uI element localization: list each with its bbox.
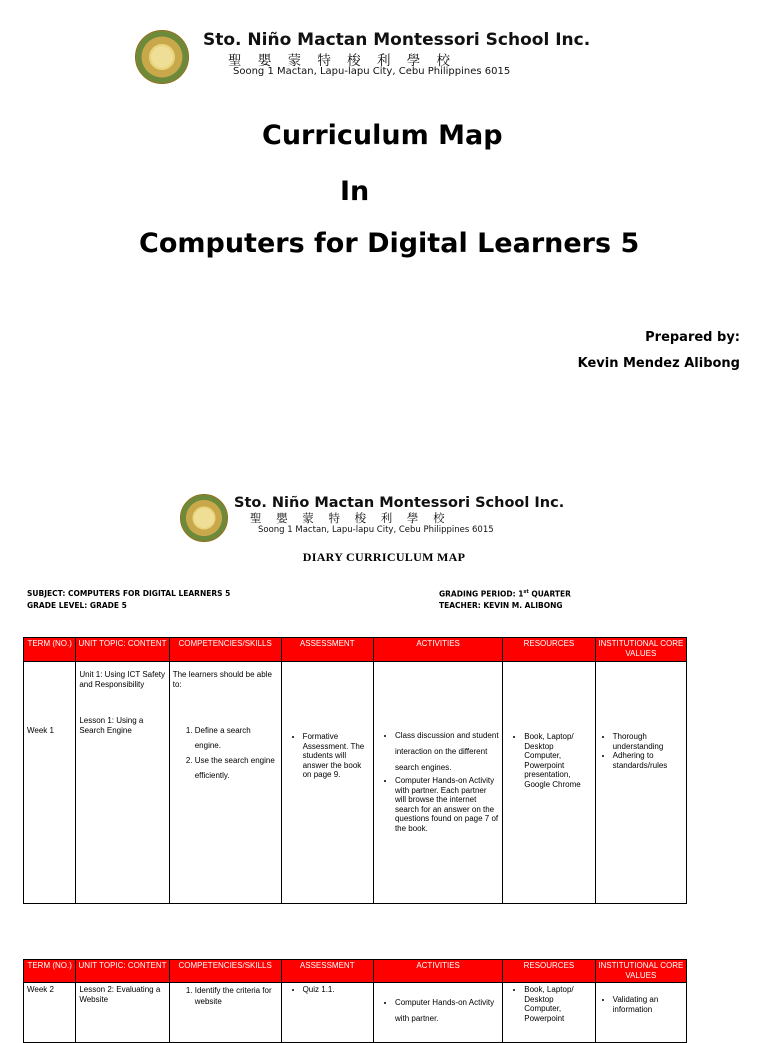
competency-item: 2. Use the search engine efficiently. (195, 753, 278, 783)
competency-intro: The learners should be able to: (172, 670, 272, 689)
resource-item: • Book, Laptop/ Desktop Computer, Powerpoint (524, 985, 591, 1023)
header-activities: ACTIVITIES (373, 960, 502, 983)
table-row (24, 983, 687, 1043)
lesson-1-title: Lesson 1: Using a Search Engine (79, 716, 144, 735)
competency-item: 1. Define a search engine. (195, 723, 278, 753)
cell-core-values (595, 662, 686, 904)
unit-title: Unit 1: Using ICT Safety and Responsibility (79, 670, 165, 689)
school-name: Sto. Niño Mactan Montessori School Inc. (203, 30, 591, 50)
header-competencies: COMPETENCIES/SKILLS (169, 638, 281, 662)
resource-item: • Book, Laptop/ Desktop Computer, Powerpoint presentation, Google Chrome (524, 732, 591, 789)
school-chinese-name-2: 聖 嬰 蒙 特 梭 利 學 校 (250, 511, 451, 525)
school-chinese-name: 聖 嬰 蒙 特 梭 利 學 校 (228, 53, 457, 69)
table-row (24, 662, 687, 904)
activity-item: • Computer Hands-on Activity with partner. (395, 995, 499, 1027)
header-resources: RESOURCES (503, 960, 595, 983)
header-assessment: ASSESSMENT (281, 638, 373, 662)
header-term: TERM (NO.) (24, 638, 76, 662)
cell-assessment (281, 662, 373, 904)
core-value-item: • Thorough understanding (613, 732, 683, 751)
school-seal-icon-2 (180, 494, 228, 542)
core-value-item: • Validating an information (613, 995, 683, 1014)
school-address-2: Soong 1 Mactan, Lapu-lapu City, Cebu Philippines 6015 (258, 525, 494, 535)
cell-resources (503, 662, 595, 904)
school-name-2: Sto. Niño Mactan Montessori School Inc. (234, 495, 565, 511)
school-seal-icon (135, 30, 189, 84)
cell-competencies (169, 662, 281, 904)
grade-level-label: GRADE LEVEL: GRADE 5 (27, 601, 127, 610)
cell-term (24, 983, 76, 1043)
header-resources: RESOURCES (503, 638, 595, 662)
activity-item: • Computer Hands-on Activity with partner. Each partner will browse the internet search for an answer on the questions found on page 7 of the book. (395, 776, 499, 833)
cover-title-line1: Curriculum Map (262, 120, 503, 151)
cell-competencies (169, 983, 281, 1043)
school-address: Soong 1 Mactan, Lapu-lapu City, Cebu Philippines 6015 (233, 66, 511, 77)
cell-activities (373, 983, 502, 1043)
teacher-label: TEACHER: KEVIN M. ALIBONG (439, 601, 563, 610)
header-term: TERM (NO.) (24, 960, 76, 983)
header-activities: ACTIVITIES (373, 638, 502, 662)
term-week-2: Week 2 (27, 985, 54, 994)
cell-activities (373, 662, 502, 904)
grading-period-label: GRADING PERIOD: 1st QUARTER (439, 589, 571, 599)
lesson-2-title: Lesson 2: Evaluating a Website (79, 985, 161, 1004)
header-unit-topic: UNIT TOPIC: CONTENT (76, 960, 169, 983)
curriculum-table-1 (23, 637, 687, 904)
table-header-row (24, 638, 687, 662)
cell-unit (76, 983, 169, 1043)
cell-unit (76, 662, 169, 904)
cell-resources (503, 983, 595, 1043)
prepared-by-name: Kevin Mendez Alibong (577, 356, 740, 371)
diary-title: DIARY CURRICULUM MAP (302, 550, 466, 564)
competency-item: 1. Identify the criteria for website (195, 985, 278, 1007)
header-core-values: INSTITUTIONAL CORE VALUES (595, 960, 686, 983)
assessment-item: • Formative Assessment. The students will answer the book on page 9. (303, 732, 370, 780)
subject-label: SUBJECT: COMPUTERS FOR DIGITAL LEARNERS 5 (27, 589, 231, 598)
cover-title-line3: Computers for Digital Learners 5 (139, 228, 640, 259)
cover-title-line2: In (340, 176, 370, 207)
cell-term (24, 662, 76, 904)
core-value-item: • Adhering to standards/rules (613, 751, 683, 770)
cell-assessment (281, 983, 373, 1043)
header-competencies: COMPETENCIES/SKILLS (169, 960, 281, 983)
table-header-row-2 (24, 960, 687, 983)
header-unit-topic: UNIT TOPIC: CONTENT (76, 638, 169, 662)
term-week-1: Week 1 (27, 726, 54, 735)
curriculum-table-2 (23, 959, 687, 1043)
activity-item: • Class discussion and student interaction on the different search engines. (395, 728, 499, 776)
cell-core-values (595, 983, 686, 1043)
assessment-item: • Quiz 1.1. (303, 985, 370, 995)
header-assessment: ASSESSMENT (281, 960, 373, 983)
header-core-values: INSTITUTIONAL CORE VALUES (595, 638, 686, 662)
prepared-by-label: Prepared by: (645, 330, 740, 345)
